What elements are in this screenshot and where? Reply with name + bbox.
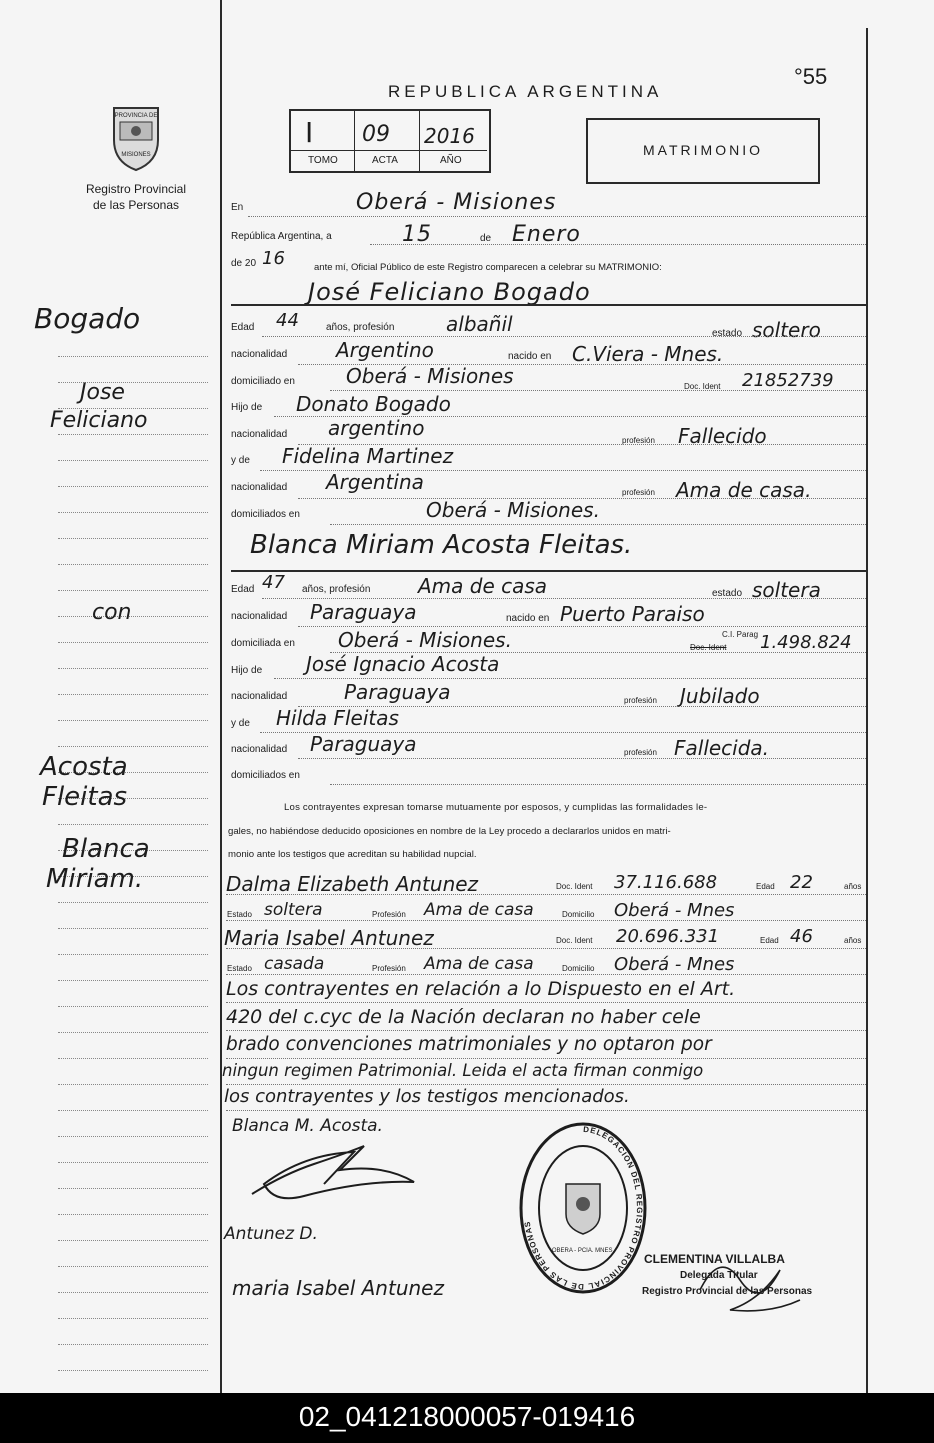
groom-nac-label: nacionalidad: [231, 349, 288, 360]
witness1-signature: Antunez D.: [224, 1224, 318, 1244]
year-value: 16: [262, 248, 285, 269]
witness2-edad: 46: [790, 926, 813, 947]
bride-father-nac-label: nacionalidad: [231, 691, 288, 702]
margin-given2-b: Miriam.: [46, 864, 144, 894]
intro-text: ante mí, Oficial Público de este Registro comparecen a celebrar su MATRIMONIO:: [314, 262, 662, 273]
witness2-estado-label: Estado: [227, 964, 252, 973]
margin-given2-a: Blanca: [62, 834, 150, 864]
notes-line4: ningun regimen Patrimonial. Leida el acta firman conmigo: [222, 1061, 704, 1080]
witness2-dom-label: Domicilio: [562, 964, 595, 973]
groom-signature: [244, 1134, 424, 1210]
witness1-edad: 22: [790, 872, 813, 893]
bride-doc-label: Doc. Ident: [690, 643, 727, 652]
margin-given1-b: Feliciano: [50, 408, 148, 433]
record-type: MATRIMONIO: [643, 142, 763, 158]
bride-nacionalidad: Paraguaya: [310, 600, 417, 624]
bride-prof-label: años, profesión: [302, 584, 371, 595]
registry-name: Registro Provincial de las Personas: [85, 182, 187, 212]
groom-domiciliados: Oberá - Misiones.: [426, 498, 600, 522]
witness1-doc: 37.116.688: [614, 872, 718, 893]
en-label: En: [231, 202, 244, 213]
groom-father-nac: argentino: [328, 416, 425, 440]
witness1-estado-label: Estado: [227, 910, 252, 919]
groom-dom-label: domiciliado en: [231, 376, 295, 387]
bride-nacido-label: nacido en: [506, 613, 550, 624]
province-emblem: [104, 100, 168, 177]
anio-value: 2016: [424, 124, 475, 148]
svg-text:PROVINCIA DE: PROVINCIA DE: [114, 113, 158, 119]
bride-estado: soltera: [752, 578, 821, 602]
official-name: CLEMENTINA VILLALBA: [644, 1252, 785, 1266]
witness2-dom: Oberá - Mnes: [614, 954, 735, 975]
svg-text:MISIONES: MISIONES: [121, 152, 151, 158]
delegation-seal: [516, 1118, 650, 1298]
groom-estado: soltero: [752, 318, 821, 342]
bride-father-nac: Paraguaya: [344, 680, 451, 704]
witness2-estado: casada: [264, 954, 325, 974]
month-value: Enero: [512, 222, 581, 247]
groom-mother-nac-label: nacionalidad: [231, 482, 288, 493]
country-title: REPUBLICA ARGENTINA: [388, 82, 663, 101]
acta-value: 09: [362, 122, 390, 147]
witness1-doc-label: Doc. Ident: [556, 882, 593, 891]
witness1-edad-label: Edad: [756, 882, 775, 891]
margin-con: con: [92, 600, 132, 625]
witness2-edad-label: Edad: [760, 936, 779, 945]
witness1-dom-label: Domicilio: [562, 910, 595, 919]
footer-bar: [0, 1393, 934, 1443]
groom-mother: Fidelina Martinez: [282, 444, 454, 468]
place-value: Oberá - Misiones: [356, 190, 557, 215]
groom-domicilio: Oberá - Misiones: [346, 364, 514, 388]
notes-line2: 420 del c.cyc de la Nación declaran no haber cele: [226, 1006, 701, 1028]
year-prefix: de 20: [231, 258, 257, 269]
groom-father-prof-label: profesión: [622, 436, 655, 445]
notes-line1: Los contrayentes en relación a lo Dispuesto en el Art.: [226, 978, 736, 1000]
witness1-name: Dalma Elizabeth Antunez: [226, 872, 479, 896]
groom-nacido-label: nacido en: [508, 351, 552, 362]
groom-edad: 44: [276, 310, 299, 331]
bride-mother-prof-label: profesión: [624, 748, 657, 757]
bride-nac-label: nacionalidad: [231, 611, 288, 622]
image-id: 02_041218000057-019416: [298, 1401, 636, 1432]
declaration-line1: Los contrayentes expresan tomarse mutuamente por esposos, y cumplidas las formalidades le-: [284, 802, 708, 813]
margin-surname2-b: Fleitas: [42, 782, 128, 812]
groom-hijo-label: Hijo de: [231, 402, 263, 413]
margin-surname1: Bogado: [34, 302, 141, 335]
witness1-prof-label: Profesión: [372, 910, 406, 919]
svg-text:OBERA - PCIA. MNES.: OBERA - PCIA. MNES.: [551, 1248, 615, 1254]
bride-edad: 47: [262, 572, 285, 593]
witness2-prof: Ama de casa: [424, 954, 534, 974]
official-org: Registro Provincial de las Personas: [642, 1286, 813, 1297]
witness2-doc: 20.696.331: [616, 926, 720, 947]
witness2-anios: años: [844, 936, 862, 945]
bride-profesion: Ama de casa: [418, 574, 548, 598]
groom-mother-nac: Argentina: [326, 470, 424, 494]
bride-edad-label: Edad: [231, 584, 255, 595]
margin-surname2-a: Acosta: [40, 752, 128, 782]
groom-doc-label: Doc. Ident: [684, 382, 721, 391]
bride-father-prof-label: profesión: [624, 696, 657, 705]
groom-father-prof: Fallecido: [678, 424, 767, 448]
bride-nacido: Puerto Paraiso: [560, 602, 705, 626]
republica-label: República Argentina, a: [231, 231, 332, 242]
groom-estado-label: estado: [712, 328, 743, 339]
declaration-line2: gales, no habiéndose deducido oposiciones en nombre de la Ley procedo a declararlos unidos en matri-: [228, 826, 671, 837]
bride-domiciliados-label: domiciliados en: [231, 770, 300, 781]
official-signature: [690, 1240, 810, 1324]
bride-mother-nac: Paraguaya: [310, 732, 417, 756]
bride-domicilio: Oberá - Misiones.: [338, 628, 512, 652]
right-border: [866, 28, 868, 1393]
page-number: °55: [794, 64, 828, 89]
margin-given1-a: Jose: [80, 380, 125, 405]
bride-father: José Ignacio Acosta: [306, 652, 500, 676]
witness1-prof: Ama de casa: [424, 900, 534, 920]
witness2-prof-label: Profesión: [372, 964, 406, 973]
de-label: de: [480, 233, 492, 244]
witness1-dom: Oberá - Mnes: [614, 900, 735, 921]
tomo-label: TOMO: [308, 155, 338, 166]
groom-edad-label: Edad: [231, 322, 255, 333]
bride-signature: Blanca M. Acosta.: [232, 1116, 383, 1136]
groom-mother-prof-label: profesión: [622, 488, 655, 497]
declaration-line3: monio ante los testigos que acreditan su habilidad nupcial.: [228, 849, 477, 860]
witness2-doc-label: Doc. Ident: [556, 936, 593, 945]
notes-line5: los contrayentes y los testigos mencionados.: [224, 1086, 630, 1107]
bride-mother: Hilda Fleitas: [276, 706, 399, 730]
official-title: Delegada Titular: [680, 1270, 758, 1281]
acta-label: ACTA: [372, 155, 398, 166]
groom-profesion: albañil: [446, 312, 513, 336]
bride-doc: 1.498.824: [760, 632, 852, 653]
bride-dom-label: domiciliada en: [231, 638, 295, 649]
groom-prof-label: años, profesión: [326, 322, 395, 333]
margin-divider: [220, 0, 222, 1393]
groom-father: Donato Bogado: [296, 392, 451, 416]
groom-nacionalidad: Argentino: [336, 338, 434, 362]
day-value: 15: [402, 222, 432, 247]
groom-nacido: C.Viera - Mnes.: [572, 342, 724, 366]
bride-mother-nac-label: nacionalidad: [231, 744, 288, 755]
tomo-value: I: [305, 116, 314, 149]
svg-text:DELEGACION DEL REGISTRO PROVIN: DELEGACION DEL REGISTRO PROVINCIAL DE LAS PERSONAS: [522, 1124, 645, 1292]
witness1-estado: soltera: [264, 900, 323, 920]
witness1-anios: años: [844, 882, 862, 891]
notes-line3: brado convenciones matrimoniales y no optaron por: [226, 1034, 712, 1055]
groom-full-name: José Feliciano Bogado: [308, 278, 591, 306]
groom-mother-prof: Ama de casa.: [676, 478, 812, 502]
bride-doc-note: C.I. Parag: [722, 630, 759, 639]
groom-father-nac-label: nacionalidad: [231, 429, 288, 440]
groom-domiciliados-label: domiciliados en: [231, 509, 300, 520]
bride-full-name: Blanca Miriam Acosta Fleitas.: [250, 530, 633, 560]
witness2-name: Maria Isabel Antunez: [224, 926, 434, 950]
groom-doc: 21852739: [742, 370, 834, 391]
bride-yde-label: y de: [231, 718, 250, 729]
bride-mother-prof: Fallecida.: [674, 736, 770, 760]
anio-label: AÑO: [440, 155, 462, 166]
bride-hijo-label: Hijo de: [231, 665, 263, 676]
bride-father-prof: Jubilado: [680, 684, 760, 708]
witness2-signature: maria Isabel Antunez: [232, 1276, 444, 1300]
groom-yde-label: y de: [231, 455, 250, 466]
bride-estado-label: estado: [712, 588, 743, 599]
